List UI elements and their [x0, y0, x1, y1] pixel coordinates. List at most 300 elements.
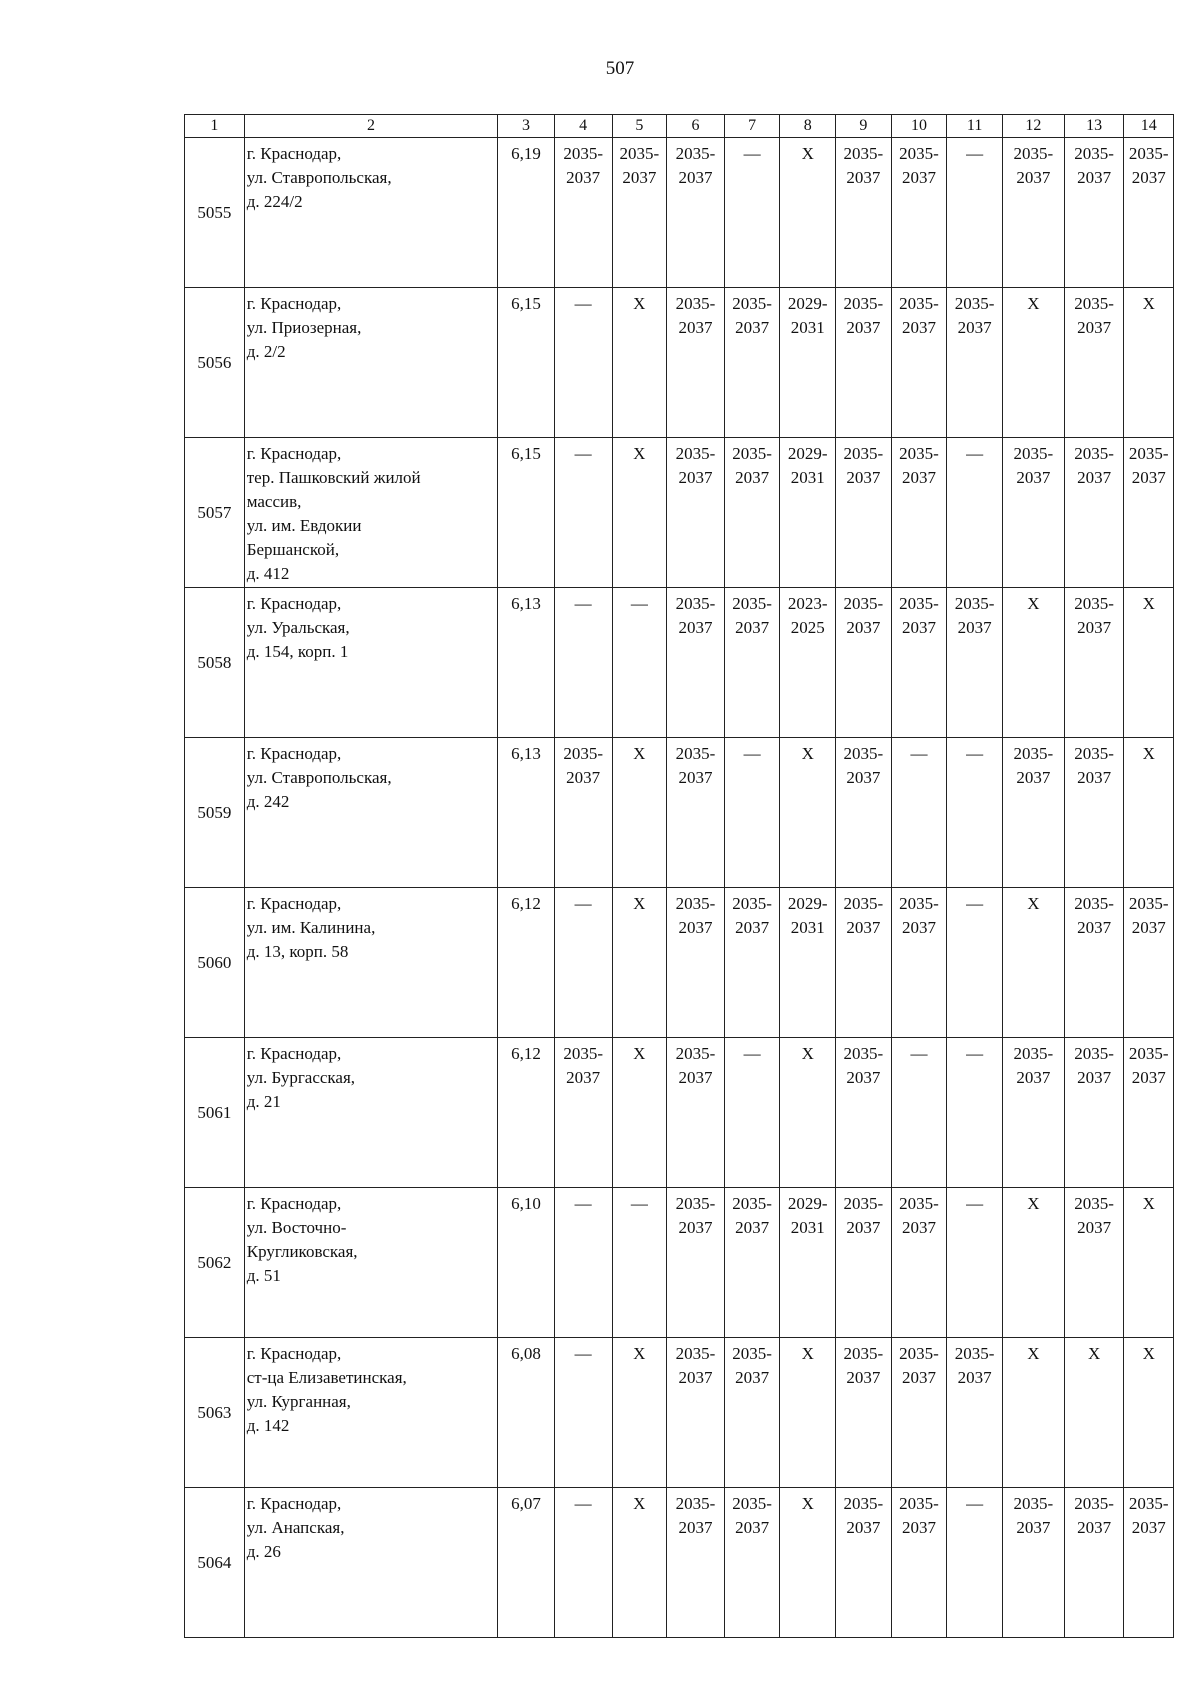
address-line: д. 154, корп. 1: [246, 642, 349, 661]
period-cell: [780, 738, 836, 888]
table-row: [185, 738, 1174, 888]
cell-text: Х: [1027, 594, 1040, 613]
column-header: 2: [244, 115, 497, 138]
address-line: д. 51: [246, 1266, 281, 1285]
address-line: г. Краснодар,: [246, 594, 342, 613]
period-cell: [780, 1038, 836, 1188]
address-line: ул. Восточно-: [246, 1218, 347, 1237]
period-cell: [836, 738, 892, 888]
cell-text: —: [910, 744, 928, 763]
cell-text: 2037: [901, 168, 936, 187]
cell-text: 2035-: [1013, 744, 1054, 763]
address-line: д. 242: [246, 792, 290, 811]
period-cell: [1064, 438, 1124, 588]
period-cell: [724, 888, 780, 1038]
cell-text: Х: [633, 294, 646, 313]
period-cell: [667, 888, 725, 1038]
cell-text: 2035-: [1074, 1194, 1114, 1213]
address-cell: [244, 138, 497, 288]
cell-text: Х: [633, 1344, 646, 1363]
period-cell: [891, 1338, 947, 1488]
cell-text: 2037: [1077, 318, 1112, 337]
period-cell: [1124, 1338, 1174, 1488]
cell-text: 2035-: [675, 1194, 716, 1213]
period-cell: [554, 1488, 612, 1638]
period-cell: [891, 438, 947, 588]
cell-text: 2035-: [899, 144, 939, 163]
cell-text: 2037: [566, 768, 601, 787]
coefficient-cell: 6,12: [498, 1038, 555, 1188]
period-cell: [947, 1038, 1003, 1188]
address-line: ул. Ставропольская,: [246, 168, 392, 187]
coefficient-cell: 6,15: [498, 438, 555, 588]
address-line: ул. Анапская,: [246, 1518, 345, 1537]
period-cell: [724, 438, 780, 588]
period-cell: [612, 1188, 667, 1338]
cell-text: —: [574, 1494, 592, 1513]
cell-text: 2035-: [1128, 144, 1169, 163]
table-row: [185, 588, 1174, 738]
period-cell: [836, 588, 892, 738]
address-line: ул. Бургасская,: [246, 1068, 356, 1087]
cell-text: 2035-: [675, 744, 716, 763]
cell-text: 2035-: [843, 894, 884, 913]
address-line: д. 224/2: [246, 192, 303, 211]
address-cell: [244, 288, 497, 438]
row-number: 5056: [185, 288, 245, 438]
period-cell: [836, 438, 892, 588]
period-cell: [1124, 138, 1174, 288]
address-line: ст-ца Елизаветинская,: [246, 1368, 407, 1387]
period-cell: [947, 1338, 1003, 1488]
cell-text: —: [574, 594, 592, 613]
row-number: 5057: [185, 438, 245, 588]
period-cell: [1124, 888, 1174, 1038]
cell-text: 2031: [790, 468, 825, 487]
cell-text: Х: [801, 744, 814, 763]
cell-text: 2035-: [1074, 1494, 1114, 1513]
address-line: массив,: [246, 492, 302, 511]
cell-text: 2035-: [1128, 444, 1169, 463]
cell-text: 2037: [1016, 468, 1051, 487]
cell-text: —: [910, 1044, 928, 1063]
cell-text: 2035-: [732, 1344, 772, 1363]
cell-text: 2035-: [899, 1494, 939, 1513]
period-cell: [947, 588, 1003, 738]
cell-text: Х: [1027, 894, 1040, 913]
cell-text: 2035-: [1128, 1494, 1169, 1513]
cell-text: 2025: [790, 618, 825, 637]
address-cell: [244, 1188, 497, 1338]
cell-text: 2037: [735, 1218, 770, 1237]
column-header: 4: [554, 115, 612, 138]
cell-text: 2037: [957, 318, 992, 337]
cell-text: 2037: [846, 318, 881, 337]
period-cell: [780, 438, 836, 588]
period-cell: [836, 1038, 892, 1188]
period-cell: [947, 888, 1003, 1038]
period-cell: [1124, 1488, 1174, 1638]
coefficient-cell: 6,10: [498, 1188, 555, 1338]
cell-text: 2035-: [732, 594, 772, 613]
cell-text: 2037: [735, 618, 770, 637]
column-header: 9: [836, 115, 892, 138]
column-header: 1: [185, 115, 245, 138]
period-cell: [667, 738, 725, 888]
period-cell: [724, 1488, 780, 1638]
period-cell: [724, 1188, 780, 1338]
period-cell: [724, 1338, 780, 1488]
column-header: 8: [780, 115, 836, 138]
period-cell: [667, 438, 725, 588]
coefficient-cell: 6,12: [498, 888, 555, 1038]
period-cell: [780, 888, 836, 1038]
cell-text: Х: [1142, 594, 1155, 613]
cell-text: 2037: [901, 1368, 936, 1387]
cell-text: 2037: [678, 1218, 713, 1237]
cell-text: Х: [1027, 294, 1040, 313]
cell-text: 2037: [735, 468, 770, 487]
cell-text: —: [966, 1194, 984, 1213]
cell-text: 2037: [678, 318, 713, 337]
row-number: 5061: [185, 1038, 245, 1188]
cell-text: 2037: [846, 1218, 881, 1237]
column-header: 10: [891, 115, 947, 138]
column-header: 6: [667, 115, 725, 138]
row-number: 5059: [185, 738, 245, 888]
period-cell: [891, 588, 947, 738]
address-line: г. Краснодар,: [246, 294, 342, 313]
cell-text: 2037: [846, 918, 881, 937]
cell-text: 2035-: [1074, 294, 1114, 313]
period-cell: [891, 888, 947, 1038]
cell-text: —: [574, 894, 592, 913]
row-number: 5063: [185, 1338, 245, 1488]
address-cell: [244, 1338, 497, 1488]
cell-text: 2035-: [675, 444, 716, 463]
address-cell: [244, 438, 497, 588]
cell-text: Х: [801, 144, 814, 163]
period-cell: [1002, 1188, 1064, 1338]
period-cell: [612, 588, 667, 738]
cell-text: 2037: [901, 1518, 936, 1537]
period-cell: [724, 738, 780, 888]
period-cell: [836, 1338, 892, 1488]
cell-text: —: [743, 144, 761, 163]
table-row: [185, 1188, 1174, 1338]
period-cell: [1124, 588, 1174, 738]
cell-text: 2035-: [1013, 1494, 1054, 1513]
cell-text: 2037: [678, 1068, 713, 1087]
cell-text: 2035-: [843, 1344, 884, 1363]
cell-text: 2037: [1131, 468, 1166, 487]
cell-text: 2035-: [954, 1344, 995, 1363]
period-cell: [554, 138, 612, 288]
cell-text: 2037: [846, 1368, 881, 1387]
period-cell: [1002, 1338, 1064, 1488]
cell-text: 2037: [678, 468, 713, 487]
cell-text: 2035-: [954, 594, 995, 613]
cell-text: 2031: [790, 1218, 825, 1237]
cell-text: —: [630, 594, 648, 613]
cell-text: Х: [1087, 1344, 1101, 1363]
address-line: г. Краснодар,: [246, 144, 342, 163]
period-cell: [612, 1488, 667, 1638]
period-cell: [1064, 1038, 1124, 1188]
period-cell: [1124, 438, 1174, 588]
period-cell: [780, 288, 836, 438]
cell-text: 2037: [566, 168, 601, 187]
period-cell: [667, 1488, 725, 1638]
cell-text: 2023-: [787, 594, 828, 613]
address-line: ул. Приозерная,: [246, 318, 362, 337]
cell-text: 2035-: [843, 1044, 884, 1063]
cell-text: 2037: [1077, 1068, 1112, 1087]
address-line: г. Краснодар,: [246, 894, 342, 913]
cell-text: 2037: [678, 768, 713, 787]
address-line: д. 26: [246, 1542, 281, 1561]
period-cell: [612, 288, 667, 438]
cell-text: 2035-: [1074, 894, 1114, 913]
cell-text: 2037: [1131, 918, 1166, 937]
cell-text: 2035-: [1074, 594, 1114, 613]
period-cell: [1124, 288, 1174, 438]
period-cell: [1064, 588, 1124, 738]
cell-text: 2037: [1077, 618, 1112, 637]
period-cell: [1002, 288, 1064, 438]
period-cell: [780, 1188, 836, 1338]
address-line: д. 21: [246, 1092, 281, 1111]
period-cell: [836, 288, 892, 438]
cell-text: 2029-: [787, 1194, 828, 1213]
address-cell: [244, 738, 497, 888]
cell-text: 2035-: [675, 1344, 716, 1363]
period-cell: [1002, 738, 1064, 888]
period-cell: [780, 1338, 836, 1488]
period-cell: [947, 1188, 1003, 1338]
address-line: тер. Пашковский жилой: [246, 468, 421, 487]
cell-text: Х: [1142, 294, 1155, 313]
cell-text: 2037: [735, 1518, 770, 1537]
period-cell: [891, 138, 947, 288]
cell-text: 2037: [678, 1368, 713, 1387]
cell-text: Х: [1142, 1344, 1155, 1363]
period-cell: [554, 1038, 612, 1188]
cell-text: 2035-: [843, 1194, 884, 1213]
cell-text: 2035-: [1074, 744, 1114, 763]
cell-text: 2037: [846, 1518, 881, 1537]
cell-text: 2035-: [675, 144, 716, 163]
cell-text: 2037: [901, 468, 936, 487]
period-cell: [554, 438, 612, 588]
cell-text: 2035-: [899, 894, 939, 913]
cell-text: 2035-: [732, 444, 772, 463]
cell-text: 2037: [957, 1368, 992, 1387]
address-line: г. Краснодар,: [246, 1494, 342, 1513]
cell-text: 2037: [735, 1368, 770, 1387]
coefficient-cell: 6,13: [498, 588, 555, 738]
period-cell: [947, 288, 1003, 438]
cell-text: 2037: [846, 468, 881, 487]
cell-text: —: [966, 744, 984, 763]
address-line: д. 13, корп. 58: [246, 942, 349, 961]
cell-text: 2035-: [843, 444, 884, 463]
cell-text: 2037: [678, 918, 713, 937]
period-cell: [836, 1188, 892, 1338]
cell-text: —: [966, 144, 984, 163]
period-cell: [1124, 738, 1174, 888]
cell-text: Х: [633, 1044, 646, 1063]
period-cell: [724, 138, 780, 288]
address-cell: [244, 1038, 497, 1188]
column-header: 7: [724, 115, 780, 138]
cell-text: 2035-: [675, 1494, 716, 1513]
column-header: 5: [612, 115, 667, 138]
cell-text: 2035-: [732, 1494, 772, 1513]
period-cell: [947, 1488, 1003, 1638]
address-cell: [244, 1488, 497, 1638]
period-cell: [1124, 1188, 1174, 1338]
period-cell: [612, 1338, 667, 1488]
period-cell: [1064, 1338, 1124, 1488]
period-cell: [1002, 888, 1064, 1038]
cell-text: 2037: [1077, 468, 1112, 487]
table-row: [185, 138, 1174, 288]
cell-text: 2035-: [732, 894, 772, 913]
address-cell: [244, 888, 497, 1038]
cell-text: —: [574, 294, 592, 313]
table-row: [185, 1488, 1174, 1638]
period-cell: [667, 588, 725, 738]
address-line: ул. им. Калинина,: [246, 918, 376, 937]
cell-text: 2035-: [619, 144, 660, 163]
period-cell: [1002, 588, 1064, 738]
cell-text: —: [574, 444, 592, 463]
row-number: 5058: [185, 588, 245, 738]
cell-text: 2037: [622, 168, 657, 187]
cell-text: Х: [633, 894, 646, 913]
cell-text: 2037: [957, 618, 992, 637]
table-row: [185, 438, 1174, 588]
cell-text: 2035-: [563, 1044, 603, 1063]
period-cell: [667, 1338, 725, 1488]
cell-text: 2037: [735, 318, 770, 337]
cell-text: Х: [1142, 1194, 1155, 1213]
address-line: Кругликовская,: [246, 1242, 358, 1261]
cell-text: —: [966, 894, 984, 913]
cell-text: 2035-: [843, 294, 884, 313]
cell-text: 2035-: [899, 1344, 939, 1363]
period-cell: [780, 138, 836, 288]
cell-text: 2035-: [1013, 1044, 1054, 1063]
cell-text: 2031: [790, 918, 825, 937]
table-row: [185, 288, 1174, 438]
cell-text: 2035-: [1074, 444, 1114, 463]
cell-text: —: [966, 444, 984, 463]
coefficient-cell: 6,07: [498, 1488, 555, 1638]
cell-text: Х: [801, 1344, 814, 1363]
cell-text: 2035-: [899, 1194, 939, 1213]
period-cell: [554, 888, 612, 1038]
cell-text: 2035-: [1074, 1044, 1114, 1063]
cell-text: Х: [801, 1044, 814, 1063]
cell-text: 2037: [1077, 168, 1112, 187]
period-cell: [1002, 438, 1064, 588]
cell-text: 2035-: [899, 594, 939, 613]
coefficient-cell: 6,08: [498, 1338, 555, 1488]
column-header: 14: [1124, 115, 1174, 138]
table-row: [185, 1338, 1174, 1488]
cell-text: 2037: [846, 768, 881, 787]
address-line: ул. им. Евдокии: [246, 516, 362, 535]
period-cell: [891, 288, 947, 438]
cell-text: 2035-: [899, 294, 939, 313]
column-header: 13: [1064, 115, 1124, 138]
cell-text: —: [966, 1044, 984, 1063]
cell-text: 2037: [901, 1218, 936, 1237]
cell-text: 2037: [1077, 918, 1112, 937]
period-cell: [1124, 1038, 1174, 1188]
period-cell: [612, 888, 667, 1038]
period-cell: [947, 438, 1003, 588]
address-line: г. Краснодар,: [246, 444, 342, 463]
period-cell: [1064, 1188, 1124, 1338]
table-row: [185, 1038, 1174, 1188]
cell-text: 2029-: [787, 444, 828, 463]
cell-text: 2037: [678, 618, 713, 637]
address-cell: [244, 588, 497, 738]
cell-text: 2035-: [675, 294, 716, 313]
period-cell: [891, 1038, 947, 1188]
cell-text: 2035-: [843, 594, 884, 613]
period-cell: [554, 1188, 612, 1338]
cell-text: 2035-: [899, 444, 939, 463]
column-header: 3: [498, 115, 555, 138]
cell-text: 2037: [901, 318, 936, 337]
address-line: д. 2/2: [246, 342, 286, 361]
row-number: 5062: [185, 1188, 245, 1338]
cell-text: 2035-: [1128, 1044, 1169, 1063]
cell-text: 2037: [1131, 1518, 1166, 1537]
period-cell: [667, 1038, 725, 1188]
period-cell: [947, 738, 1003, 888]
address-line: д. 142: [246, 1416, 290, 1435]
period-cell: [554, 288, 612, 438]
period-cell: [780, 1488, 836, 1638]
period-cell: [1002, 1038, 1064, 1188]
cell-text: 2035-: [675, 594, 716, 613]
address-line: ул. Уральская,: [246, 618, 350, 637]
period-cell: [1002, 1488, 1064, 1638]
cell-text: Х: [633, 1494, 646, 1513]
cell-text: Х: [801, 1494, 814, 1513]
cell-text: 2035-: [1013, 444, 1054, 463]
address-line: г. Краснодар,: [246, 744, 342, 763]
cell-text: 2035-: [843, 1494, 884, 1513]
period-cell: [667, 1188, 725, 1338]
address-line: г. Краснодар,: [246, 1044, 342, 1063]
cell-text: 2035-: [1013, 144, 1054, 163]
coefficient-cell: 6,19: [498, 138, 555, 288]
cell-text: Х: [633, 744, 646, 763]
period-cell: [724, 1038, 780, 1188]
cell-text: Х: [1027, 1344, 1040, 1363]
period-cell: [891, 738, 947, 888]
cell-text: 2037: [1077, 1518, 1112, 1537]
period-cell: [836, 888, 892, 1038]
cell-text: 2031: [790, 318, 825, 337]
period-cell: [612, 738, 667, 888]
